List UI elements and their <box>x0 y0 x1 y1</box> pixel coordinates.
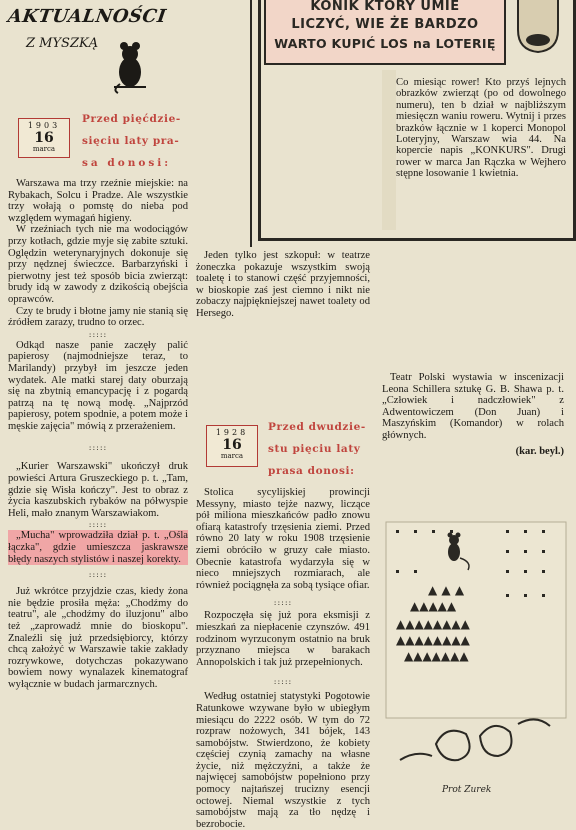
lottery-text: Co miesiąc rower! Kto przyś lejnych obrazków zwierząt (po od dowolnego numeru), ten b dział w najbliższym miesięczn waniu roweru. Wytnij i przes brazków łącznie w 1 koperci Monopol Loteryjny, Warszaw wia 44. Na kopercie napis „KONKURS". Drugi rower w marca Jan Rączka w Wejhero stępne losowanie 1 kwietnia. <box>396 77 566 180</box>
paragraph: Stolica sycylijskiej prowincji Messyny, miasto tejże nazwy, liczące pół miliona mieszkańców padło znowu ofiarą katastrofy trzęsienia ziemi. Przed równo 20 laty w roku 1908 trzęsienie ziemi obróciło w gruzy całe miasto. Obecnie katastrofa wydarzyła się w nieco mniejszych rozmiarach, ale również pociągnęła za sobą tysiące ofiar. <box>196 487 370 591</box>
paragraph: Według ostatniej statystyki Pogotowie Ratunkowe wzywane było w ubiegłym miesiącu do 2222 osób. W tym do 72 rozpraw nożowych, 341 bójek, 143 samobójstw. Stwierdzono, że kobiety częściej czynią zamachy na własne życie, niż mężczyźni, a także że najwięcej samobójstw popełniono przy pomocy najtańszej trucizny esencji octowej. Niemal wszystkie z tych samobójstw mają za tło nędzę i bezrobocie. <box>196 691 370 830</box>
section1-heading-line3: sa donosi: <box>82 157 172 169</box>
illustration <box>376 510 570 799</box>
section2-heading-line2: stu pięciu laty <box>268 443 361 455</box>
column-2-lower <box>196 487 370 830</box>
section1-article-2 <box>8 340 188 433</box>
date-month: marca <box>220 452 244 460</box>
lottery-ad-shadow <box>382 70 396 230</box>
separator: ::::: <box>88 443 108 453</box>
lottery-banner-line3: WARTO KUPIĆ LOS na LOTERIĘ <box>274 36 496 51</box>
date-month: marca <box>32 145 56 153</box>
section2-article-4 <box>382 372 564 442</box>
section2-article-1 <box>196 487 370 591</box>
lottery-banner <box>264 0 506 65</box>
paragraph: W rzeźniach tych nie ma wodociągów przy kotłach, gdzie myje się zabite sztuki. Oględzin weterynaryjnych dokonuje się przy nędznej świeczce. Barbarzyński i pierwotny jest też sposób bicia zwierząt: brudy idą w zawody z dzikością obejścia oprawców. <box>8 224 188 305</box>
svg-text:▲▲▲▲▲▲▲▲: ▲▲▲▲▲▲▲▲ <box>396 633 470 647</box>
section1-article-6 <box>196 250 370 320</box>
date-year: 1903 <box>27 121 61 130</box>
mouse-counting-illustration <box>376 510 570 799</box>
paragraph: Jeden tylko jest szkopuł: w teatrze żoneczka pokazuje wszystkim swoją toaletę i to stanowi część przyjemności, w bioskopie zaś jest ciemno i nikt nie zobaczy najpiękniejszej nawet toalety od Hersego. <box>196 250 370 319</box>
svg-text:▲▲▲▲▲▲▲: ▲▲▲▲▲▲▲ <box>404 649 469 663</box>
masthead-subtitle: Z MYSZKĄ <box>26 36 99 51</box>
separator: ::::: <box>88 570 108 580</box>
separator: ::::: <box>273 598 293 608</box>
lottery-ad <box>250 0 572 247</box>
lottery-banner-line2: LICZYĆ, WIE ŻE BARDZO <box>291 17 479 32</box>
paragraph: „Kurier Warszawski" ukończył druk powieści Artura Gruszeckiego p. t. „Tam, gdzie się Wisła kończy". Jest to obraz z życia kaszubskich rybaków na półwyspie Heli, mało znanym Warszawiakom. <box>8 461 188 519</box>
date-day: 16 <box>34 130 54 146</box>
masthead-title: AKTUALNOŚCI <box>6 6 168 27</box>
date-day: 16 <box>222 437 242 453</box>
section1-article-3 <box>8 461 188 519</box>
paragraph: Czy te brudy i błotne jamy nie stanią się źródłem zarazy, trudno to orzec. <box>8 305 188 329</box>
separator: ::::: <box>88 329 108 339</box>
section1-heading-line1: Przed pięćdzie- <box>82 113 181 125</box>
section1-heading <box>82 110 192 172</box>
paragraph: Już wkrótce przyjdzie czas, kiedy żona nie będzie prosiła męża: „Chodźmy do teatru", ale „chodźmy do iluzjonu" albo też „zaprowadź mnie do bioskopu". Znaleźli się już przedsiębiorcy, którzy chcą założyć w Warszawie takie zakłady rozrywkowe, dotychczas pokazywano bowiem nowy wynalazek kinematograf wyłącznie w budach jarmarcznych. <box>8 586 188 690</box>
date-box-1903 <box>18 118 70 158</box>
separator: ::::: <box>88 520 108 530</box>
paragraph: Rozpoczęła się już pora eksmisji z mieszkań za niepłacenie czynszów. 491 rodzinom wyrzuconym ostatnio na bruk przyznano miejsca w barakach Annopolskich i tak już przepełnionych. <box>196 610 370 668</box>
paragraph: Warszawa ma trzy rzeźnie miejskie: na Rybakach, Solcu i Pradze. Ale wszystkie trzy wołają o pomstę do nieba pod względem wymagań higieny. <box>8 178 188 224</box>
author-signature: (kar. beyl.) <box>515 445 564 457</box>
column-3 <box>382 250 564 457</box>
section1-heading-line2: sięciu laty pra- <box>82 135 180 147</box>
paragraph: Odkąd nasze panie zaczęły palić papierosy (najmodniejsze teraz, to Marilandy) przybył im jeszcze jeden wydatek. Ale matki starej daty oburzają się na zbytnią emancypację i z pogardą patrzą na tę nową modę. „Najprzód papierosy, potem spodnie, a potem może i męskie zajęcia" mówią z przerażeniem. <box>8 339 188 432</box>
date-year: 1928 <box>215 428 249 437</box>
svg-text:▲▲▲▲▲▲▲▲: ▲▲▲▲▲▲▲▲ <box>396 617 470 631</box>
masthead <box>4 0 174 108</box>
section1-article-4 <box>8 530 188 565</box>
paragraph: „Mucha" wprowadziła dział p. t. „Ośla łączka", gdzie umieszcza jaskrawsze błędy naszych stylistów i naszej korekty. <box>8 530 188 565</box>
paragraph: Teatr Polski wystawia w inscenizacji Leona Schillera sztukę G. B. Shawa p. t. „Człowiek i nadczłowiek" z Adwentowiczem (Don Juan) i Maszyńskim (Komandor) w rolach głównych. <box>382 372 564 441</box>
section1-article-1 <box>8 178 188 329</box>
section1-article-5 <box>8 586 188 690</box>
illustration-signature: Prot Zurek <box>442 785 492 795</box>
section2-article-3 <box>196 691 370 830</box>
date-box-1928 <box>206 425 258 467</box>
svg-text:▲ ▲ ▲: ▲ ▲ ▲ <box>428 583 465 597</box>
section2-heading-line1: Przed dwudzie- <box>268 421 366 433</box>
section2-heading <box>268 418 378 480</box>
separator: ::::: <box>273 677 293 687</box>
bottle-icon <box>514 0 570 62</box>
mouse-icon <box>112 30 148 94</box>
svg-text:▲▲▲▲▲: ▲▲▲▲▲ <box>410 599 457 613</box>
section2-article-2 <box>196 610 370 668</box>
lottery-banner-line1: KONIK KTÓRY UMIE <box>310 0 460 14</box>
column-1 <box>8 178 188 799</box>
column-2 <box>196 250 370 320</box>
section2-heading-line3: prasa donosi: <box>268 465 355 477</box>
